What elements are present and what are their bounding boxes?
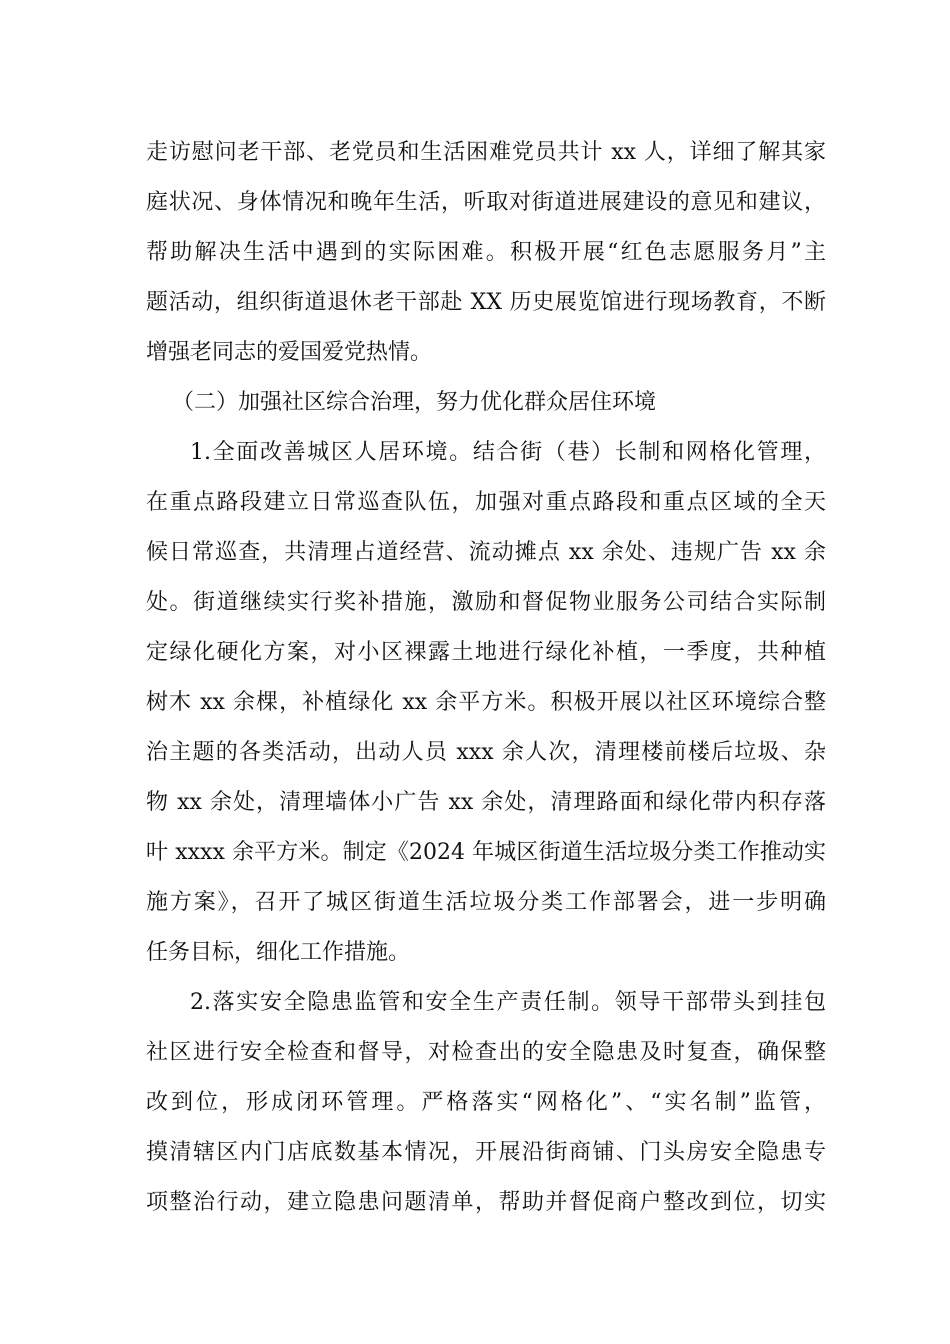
text-line: 叶 xxxx 余平方米。制定《2024 年城区街道生活垃圾分类工作推动实 bbox=[146, 840, 826, 865]
text-line: 治主题的各类活动，出动人员 xxx 余人次，清理楼前楼后垃圾、杂 bbox=[146, 740, 826, 765]
text-line: 施方案》，召开了城区街道生活垃圾分类工作部署会，进一步明确 bbox=[146, 890, 826, 915]
text-line: 帮助解决生活中遇到的实际困难。积极开展“红色志愿服务月”主 bbox=[146, 240, 826, 265]
text-line: 庭状况、身体情况和晚年生活，听取对街道进展建设的意见和建议， bbox=[146, 190, 826, 215]
text-line: 1.全面改善城区人居环境。结合街（巷）长制和网格化管理， bbox=[190, 440, 826, 465]
paragraph-veteran-visits bbox=[146, 128, 826, 378]
paragraph-living-environment bbox=[146, 428, 826, 978]
text-line: 任务目标，细化工作措施。 bbox=[146, 940, 411, 965]
text-line: 走访慰问老干部、老党员和生活困难党员共计 xx 人，详细了解其家 bbox=[146, 140, 826, 165]
text-line: 改到位，形成闭环管理。严格落实“网格化”、“实名制”监管， bbox=[146, 1090, 826, 1115]
text-line: 定绿化硬化方案，对小区裸露土地进行绿化补植，一季度，共种植 bbox=[146, 640, 826, 665]
document-body bbox=[146, 128, 826, 1228]
text-line: 物 xx 余处，清理墙体小广告 xx 余处，清理路面和绿化带内积存落 bbox=[146, 790, 826, 815]
text-line: 增强老同志的爱国爱党热情。 bbox=[146, 340, 433, 365]
text-line: 题活动，组织街道退休老干部赴 XX 历史展览馆进行现场教育，不断 bbox=[146, 290, 826, 315]
text-line: 在重点路段建立日常巡查队伍，加强对重点路段和重点区域的全天 bbox=[146, 490, 826, 515]
text-line: 项整治行动，建立隐患问题清单，帮助并督促商户整改到位，切实 bbox=[146, 1190, 826, 1215]
text-line: 候日常巡查，共清理占道经营、流动摊点 xx 余处、违规广告 xx 余 bbox=[146, 540, 826, 565]
text-line: 树木 xx 余棵，补植绿化 xx 余平方米。积极开展以社区环境综合整 bbox=[146, 690, 826, 715]
text-line: 社区进行安全检查和督导，对检查出的安全隐患及时复查，确保整 bbox=[146, 1040, 826, 1065]
text-line: 处。街道继续实行奖补措施，激励和督促物业服务公司结合实际制 bbox=[146, 590, 826, 615]
section-heading: （二）加强社区综合治理，努力优化群众居住环境 bbox=[172, 390, 657, 415]
text-line: 摸清辖区内门店底数基本情况，开展沿街商铺、门头房安全隐患专 bbox=[146, 1140, 826, 1165]
paragraph-safety-supervision bbox=[146, 978, 826, 1228]
text-line: 2.落实安全隐患监管和安全生产责任制。领导干部带头到挂包 bbox=[190, 990, 826, 1015]
section-heading-community-governance bbox=[146, 378, 826, 428]
